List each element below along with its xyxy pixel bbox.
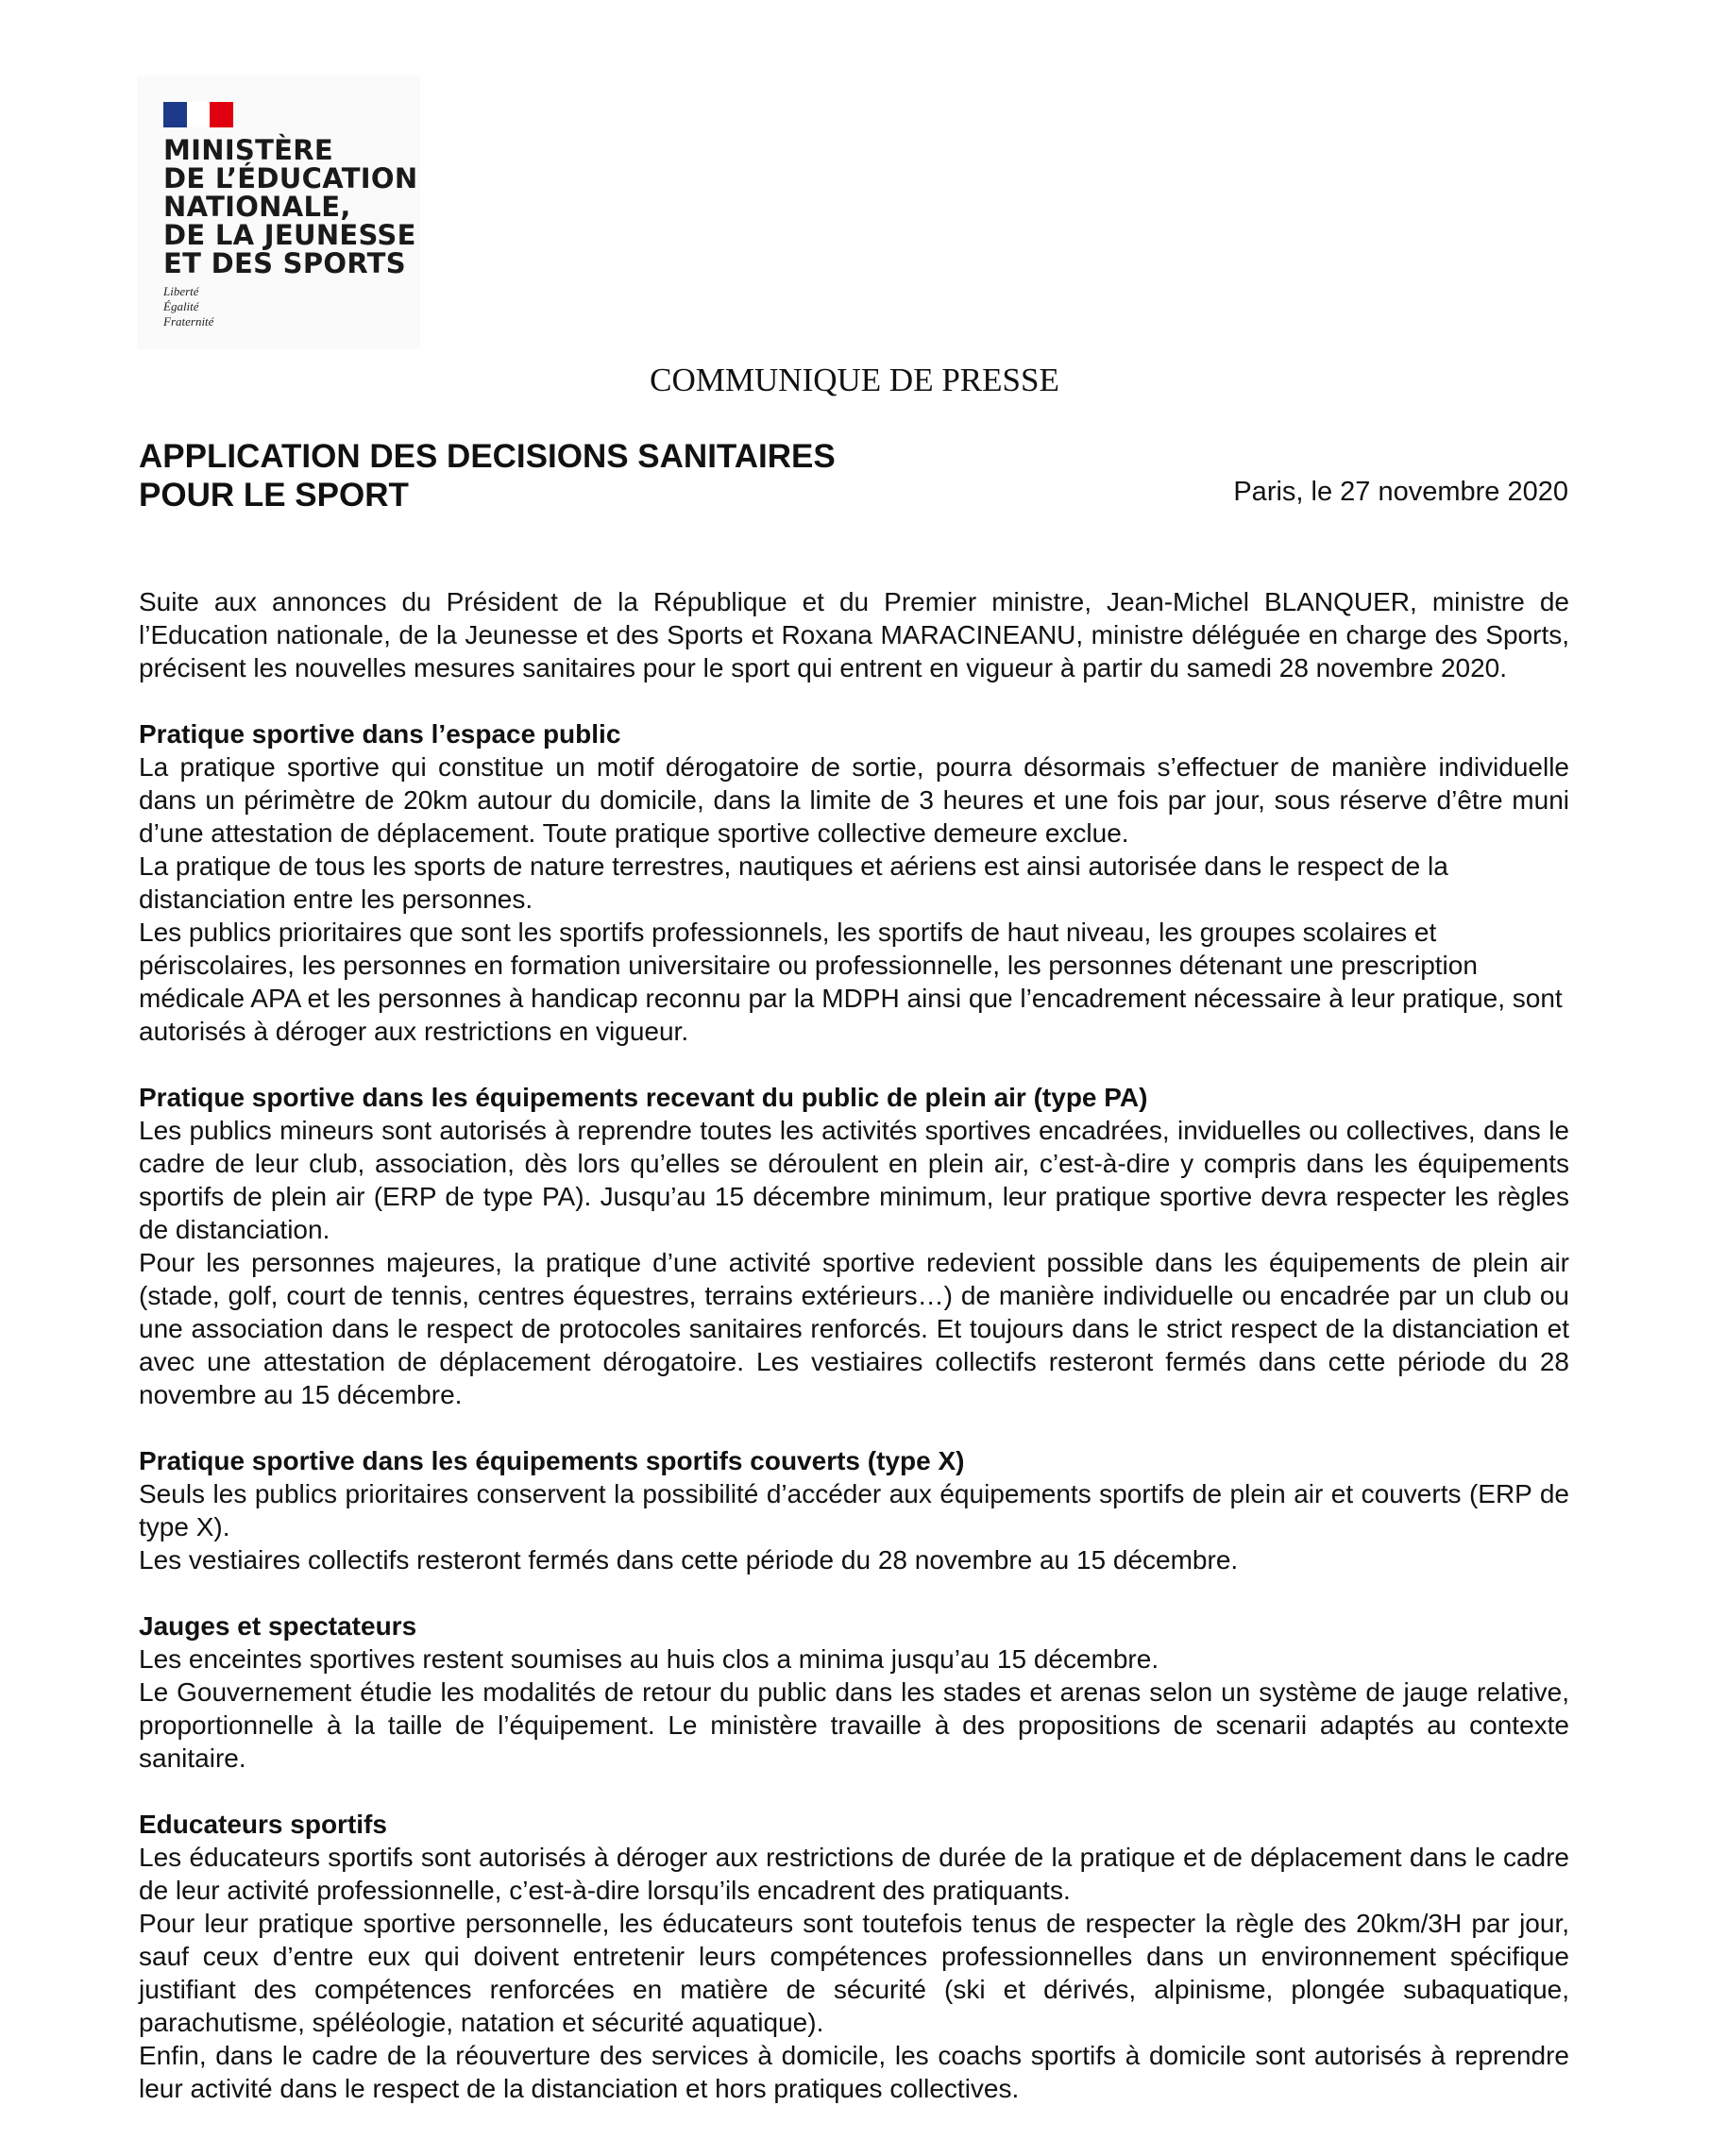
section-paragraph: Les vestiaires collectifs resteront fermés dans cette période du 28 novembre au 15 décembre.: [139, 1545, 1239, 1575]
section-paragraph: Enfin, dans le cadre de la réouverture des services à domicile, les coachs sportifs à domicile sont autorisés à reprendre leur activité dans le respect de la distanciation et hors pratiques collectives.: [139, 2041, 1569, 2103]
motto-line: Égalité: [163, 299, 199, 313]
section-paragraph: Pour les personnes majeures, la pratique d’une activité sportive redevient possible dans les équipements de plein air (stade, golf, court de tennis, centres équestres, terrains extérieurs…) de manière individuelle ou encadrée par un club ou une association dans le respect de protocoles sanitaires renforcés. Et toujours dans le strict respect de la distanciation et avec une attestation de déplacement dérogatoire. Les vestiaires collectifs resteront fermés dans cette période du 28 novembre au 15 décembre.: [139, 1248, 1569, 1409]
motto-line: Fraternité: [163, 314, 214, 328]
section-paragraph: Le Gouvernement étudie les modalités de retour du public dans les stades et arenas selon un système de jauge relative, proportionnelle à la taille de l’équipement. Le ministère travaille à des propositions de scenarii adaptés au contexte sanitaire.: [139, 1677, 1569, 1773]
section-heading: Pratique sportive dans les équipements sportifs couverts (type X): [139, 1446, 965, 1475]
section-heading: Jauges et spectateurs: [139, 1611, 417, 1641]
section-heading: Pratique sportive dans les équipements recevant du public de plein air (type PA): [139, 1083, 1148, 1112]
headline: [139, 437, 836, 514]
section-paragraph: Les éducateurs sportifs sont autorisés à déroger aux restrictions de durée de la pratique et de déplacement dans le cadre de leur activité professionnelle, c’est-à-dire lorsqu’ils encadrent des pratiquants.: [139, 1843, 1569, 1905]
section-heading: Educateurs sportifs: [139, 1810, 387, 1839]
section-paragraph: Les enceintes sportives restent soumises au huis clos a minima jusqu’au 15 décembre.: [139, 1644, 1159, 1674]
section-paragraph: Les publics mineurs sont autorisés à reprendre toutes les activités sportives encadrées, inviduelles ou collectives, dans le cadre de leur club, association, dès lors qu’elles se déroulent en plein air, c’est-à-dire y compris dans les équipements sportifs de plein air (ERP de type PA). Jusqu’au 15 décembre minimum, leur pratique sportive devra respecter les règles de distanciation.: [139, 1116, 1569, 1244]
ministry-name-line: ET DES SPORTS: [163, 247, 406, 279]
intro-paragraph: Suite aux annonces du Président de la République et du Premier ministre, Jean-Michel BLANQUER, ministre de l’Education nationale, de la Jeunesse et des Sports et Roxana MARACINEANU, ministre déléguée en charge des Sports, précisent les nouvelles mesures sanitaires pour le sport qui entrent en vigueur à partir du samedi 28 novembre 2020.: [139, 587, 1569, 682]
ministry-name: [163, 136, 418, 278]
document-type: COMMUNIQUE DE PRESSE: [650, 362, 1059, 398]
headline-line: APPLICATION DES DECISIONS SANITAIRES: [139, 438, 836, 475]
press-release-body: [139, 585, 1569, 2105]
republic-motto: [163, 284, 213, 329]
section-paragraph: La pratique de tous les sports de nature terrestres, nautiques et aériens est ainsi autorisée dans le respect de la distanciation entre les personnes.: [139, 851, 1448, 914]
motto-line: Liberté: [163, 284, 199, 298]
section-paragraph: Pour leur pratique sportive personnelle, les éducateurs sont toutefois tenus de respecter la règle des 20km/3H par jour, sauf ceux d’entre eux qui doivent entretenir leurs compétences professionnelles dans un environnement spécifique justifiant des compétences renforcées en matière de sécurité (ski et dérivés, alpinisme, plongée subaquatique, parachutisme, spéléologie, natation et sécurité aquatique).: [139, 1909, 1569, 2037]
ministry-name-line: MINISTÈRE: [163, 134, 334, 166]
section-paragraph: Les publics prioritaires que sont les sportifs professionnels, les sportifs de haut niveau, les groupes scolaires et périscolaires, les personnes en formation universitaire ou professionnelle, les personnes détenant une prescription médicale APA et les personnes à handicap reconnu par la MDPH ainsi que l’encadrement nécessaire à leur pratique, sont autorisés à déroger aux restrictions en vigueur.: [139, 918, 1563, 1046]
section-paragraph: Seuls les publics prioritaires conservent la possibilité d’accéder aux équipements sportifs de plein air et couverts (ERP de type X).: [139, 1479, 1569, 1541]
date-line: Paris, le 27 novembre 2020: [1233, 477, 1568, 507]
ministry-name-line: NATIONALE,: [163, 191, 351, 223]
ministry-name-line: DE LA JEUNESSE: [163, 219, 416, 251]
section-heading: Pratique sportive dans l’espace public: [139, 719, 621, 749]
french-flag-icon: [163, 102, 233, 127]
headline-line: POUR LE SPORT: [139, 477, 409, 514]
ministry-logo: [137, 76, 420, 349]
ministry-name-line: DE L’ÉDUCATION: [163, 162, 418, 194]
section-paragraph: La pratique sportive qui constitue un motif dérogatoire de sortie, pourra désormais s’effectuer de manière individuelle dans un périmètre de 20km autour du domicile, dans la limite de 3 heures et une fois par jour, sous réserve d’être muni d’une attestation de déplacement. Toute pratique sportive collective demeure exclue.: [139, 752, 1569, 848]
